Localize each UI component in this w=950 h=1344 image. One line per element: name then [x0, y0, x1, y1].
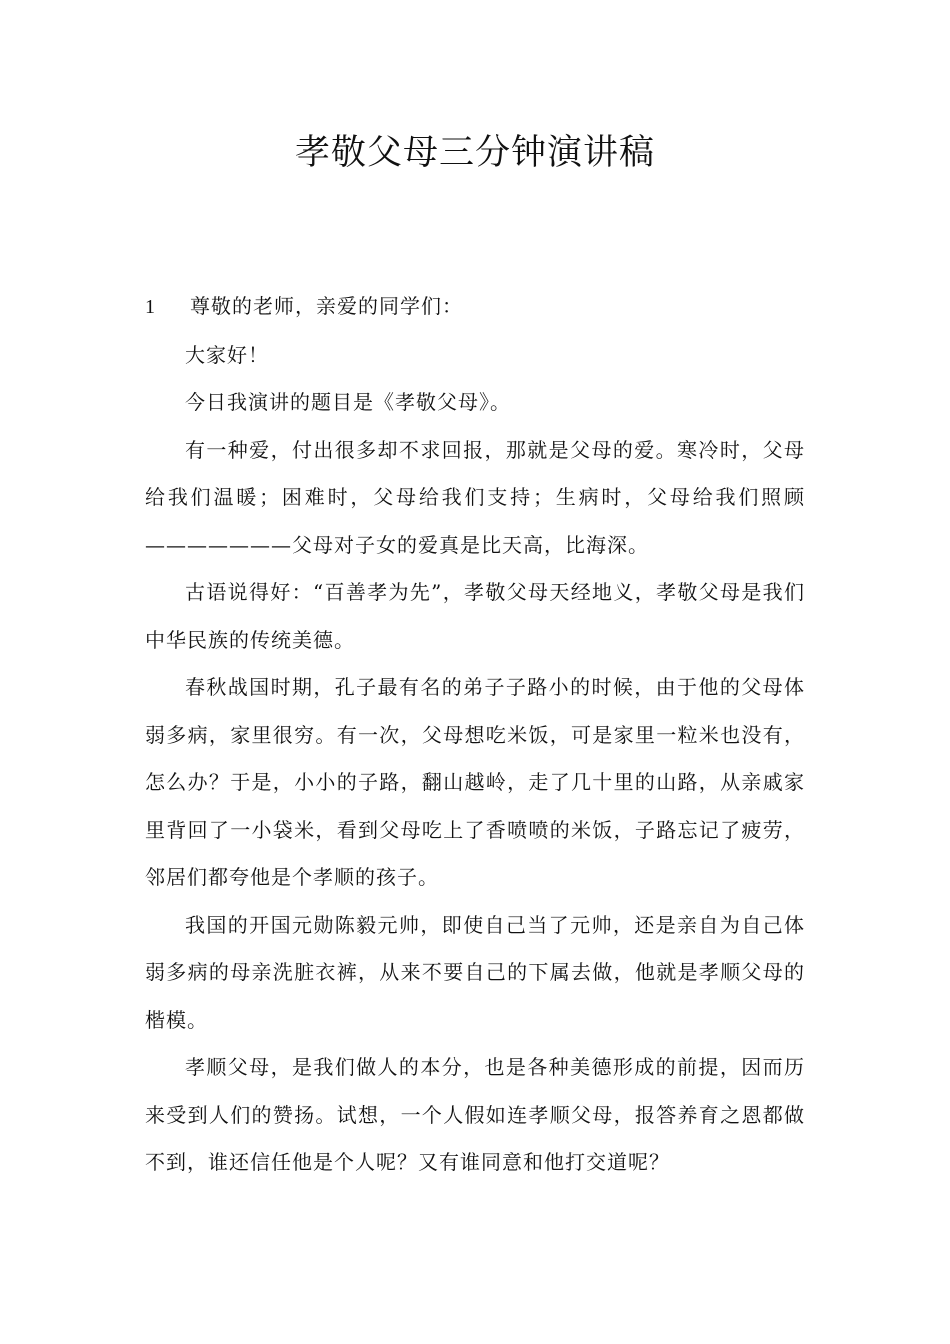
document-title: 孝敬父母三分钟演讲稿 — [294, 133, 655, 173]
paragraph-chen-yi: 我国的开国元勋陈毅元帅，即使自己当了元帅，还是亲自为自己体弱多病的母亲洗脏衣裤，从来不要自己的下属去做，他就是孝顺父母的楷模。 — [145, 912, 805, 1032]
document-body — [145, 283, 805, 1187]
paragraph-proverb: 古语说得好：“百善孝为先”，孝敬父母天经地义，孝敬父母是我们中华民族的传统美德。 — [145, 580, 805, 652]
salutation-line — [145, 283, 805, 332]
paragraph-greeting: 大家好！ — [185, 342, 269, 367]
salutation: 尊敬的老师，亲爱的同学们： — [190, 294, 463, 318]
paragraph-zilu-story: 春秋战国时期，孔子最有名的弟子子路小的时候，由于他的父母体弱多病，家里很穷。有一次，父母想吃米饭，可是家里一粒米也没有，怎么办？于是，小小的子路，翻山越岭，走了几十里的山路，从亲戚家里背回了一小袋米，看到父母吃上了香喷喷的米饭，子路忘记了疲劳，邻居们都夸他是个孝顺的孩子。 — [145, 675, 805, 889]
section-number: 1 — [145, 296, 156, 318]
paragraph-topic: 今日我演讲的题目是《孝敬父母》。 — [185, 390, 511, 414]
paragraph-filial-duty: 孝顺父母，是我们做人的本分，也是各种美德形成的前提，因而历来受到人们的赞扬。试想，一个人假如连孝顺父母，报答养育之恩都做不到，谁还信任他是个人呢？又有谁同意和他打交道呢？ — [145, 1055, 805, 1174]
paragraph-parents-love: 有一种爱，付出很多却不求回报，那就是父母的爱。寒冷时，父母给我们温暖；困难时，父母给我们支持；生病时，父母给我们照顾———————父母对子女的爱真是比天高，比海深。 — [145, 437, 805, 557]
